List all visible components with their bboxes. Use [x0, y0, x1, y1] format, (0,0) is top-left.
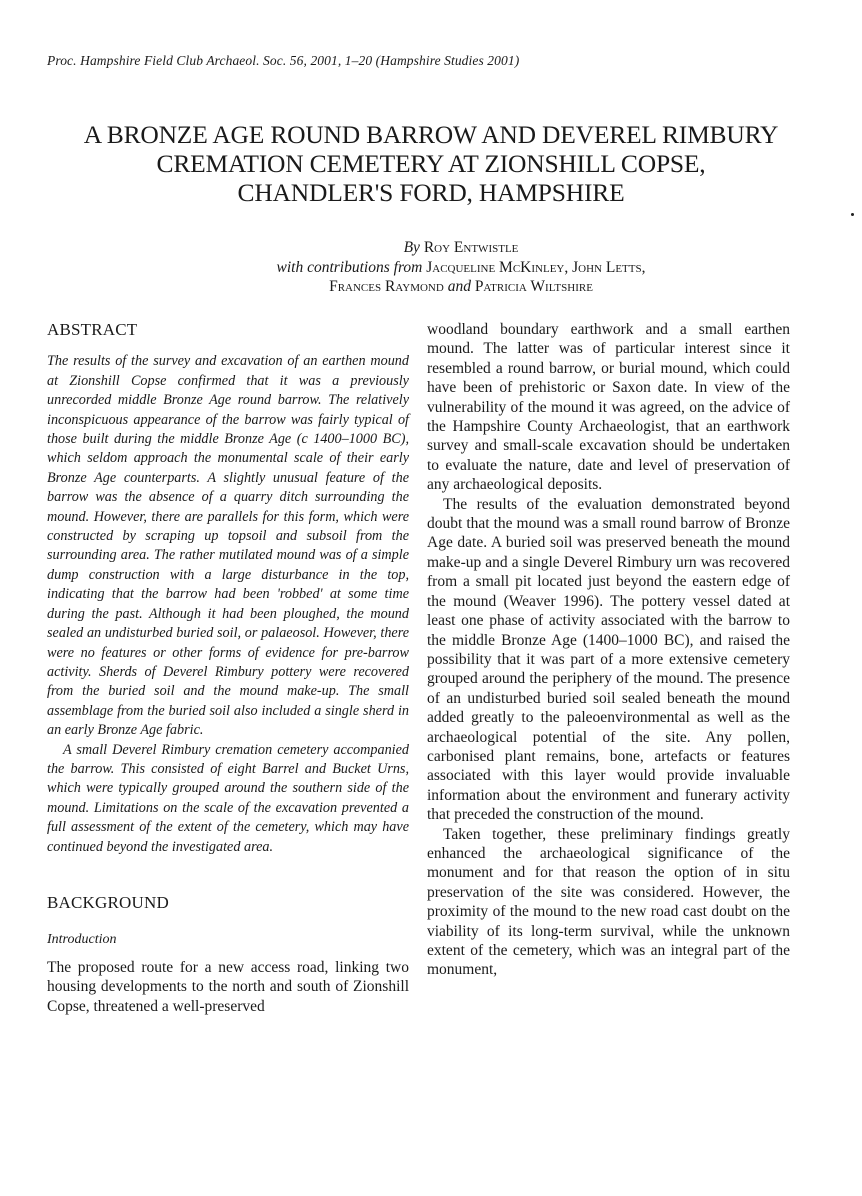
abstract-paragraph: A small Deverel Rimbury cremation cemetery accompanied the barrow. This consisted of eight Barrel and Bucket Urns, which were typically grouped around the southern side of the mound. Limitations on the scale of the excavation prevented a full assessment of the extent of the cemetery, which may have continued beyond the investigated area. [47, 741, 409, 855]
contributor-name: Patricia Wiltshire [474, 278, 593, 295]
introduction-subheading: Introduction [47, 932, 117, 948]
contributor-name: Frances Raymond [329, 278, 444, 295]
title-line-3: CHANDLER'S FORD, HAMPSHIRE [237, 178, 625, 207]
abstract-paragraph: The results of the survey and excavation of an earthen mound at Zionshill Copse confirmed that it was a previously unrecorded middle Bronze Age round barrow. The relatively inconspicuous appearance of the barrow was fairly typical of those built during the middle Bronze Age (c 1400–1000 BC), which seldom approach the monumental scale of their early Bronze Age counterparts. A slightly unusual feature of the barrow was the absence of a quarry ditch surrounding the mound. However, there are parallels for this form, which were constructed by scraping up topsoil and subsoil from the surrounding area. The rather mutilated mound was of a simple dump construction with a large disturbance in the top, indicating that the barrow had been 'robbed' at some time during the past. Although it had been ploughed, the mound sealed an undisturbed buried soil, or palaeosol. However, there were no features or other forms of evidence for pre-barrow activity. Sherds of Deverel Rimbury pottery were recovered from the buried soil and the mound make-up. The small assemblage from the buried soil also included a single sherd in an early Bronze Age fabric. [47, 353, 409, 739]
contributor-name: Jacqueline McKinley [426, 258, 565, 276]
body-paragraph: woodland boundary earthwork and a small earthen mound. The latter was of particular interest since it resembled a round barrow, or burial mound, which could have been of prehistoric or Saxon date. In view of the vulnerability of the mound it was agreed, on the advice of the Hampshire County Archaeologist, that an earthwork survey and small-scale excavation should be undertaken to evaluate the nature, date and level of preservation of any archaeological deposits. [427, 321, 790, 494]
abstract-heading: ABSTRACT [47, 320, 138, 339]
contributor-name: John Letts [572, 258, 642, 276]
margin-mark [851, 213, 854, 216]
abstract-body [47, 352, 409, 857]
title-line-2: CREMATION CEMETERY AT ZIONSHILL COPSE, [156, 149, 706, 178]
body-paragraph: The proposed route for a new access road, linking two housing developments to the north and south of Zionshill Copse, threatened a well-preserved [47, 958, 409, 1015]
byline-and: and [447, 278, 471, 295]
journal-citation: Proc. Hampshire Field Club Archaeol. Soc. 56, 2001, 1–20 (Hampshire Studies 2001) [47, 53, 520, 68]
byline-by: By [403, 239, 420, 256]
byline: By Roy Entwistle with contributions from Jacqueline McKinley, John Letts, Frances Raymond and Patricia Wiltshire [276, 239, 646, 295]
right-column [427, 320, 790, 980]
byline-with: with contributions from [276, 258, 423, 276]
left-column [47, 320, 409, 1016]
title-line-1: A BRONZE AGE ROUND BARROW AND DEVEREL RIMBURY [83, 120, 779, 149]
author-name: Roy Entwistle [423, 239, 519, 256]
body-paragraph: Taken together, these preliminary findings greatly enhanced the archaeological significance of the monument and for that reason the option of in situ preservation of the site was considered. However, the proximity of the mound to the new road cast doubt on the viability of its long-term survival, while the unknown extent of the cemetery, which was an integral part of the monument, [427, 825, 790, 979]
article-title [40, 120, 822, 207]
body-paragraph: The results of the evaluation demonstrated beyond doubt that the mound was a small round barrow of Bronze Age date. A buried soil was preserved beneath the mound make-up and a single Deverel Rimbury urn was recovered from a small pit located just beyond the eastern edge of the mound (Weaver 1996). The pottery vessel dated at least one phase of activity associated with the barrow to the middle Bronze Age (1400–1000 BC), and raised the possibility that it was part of a more extensive cemetery grouped around the periphery of the mound. The presence of an undisturbed buried soil sealed beneath the mound added greatly to the paleoenvironmental as well as the archaeological potential of the site. Any pollen, carbonised plant remains, bone, artefacts or features associated with this layer would provide invaluable information about the environment and funerary activity that preceded the construction of the mound. [427, 495, 790, 824]
background-heading: BACKGROUND [47, 892, 169, 912]
